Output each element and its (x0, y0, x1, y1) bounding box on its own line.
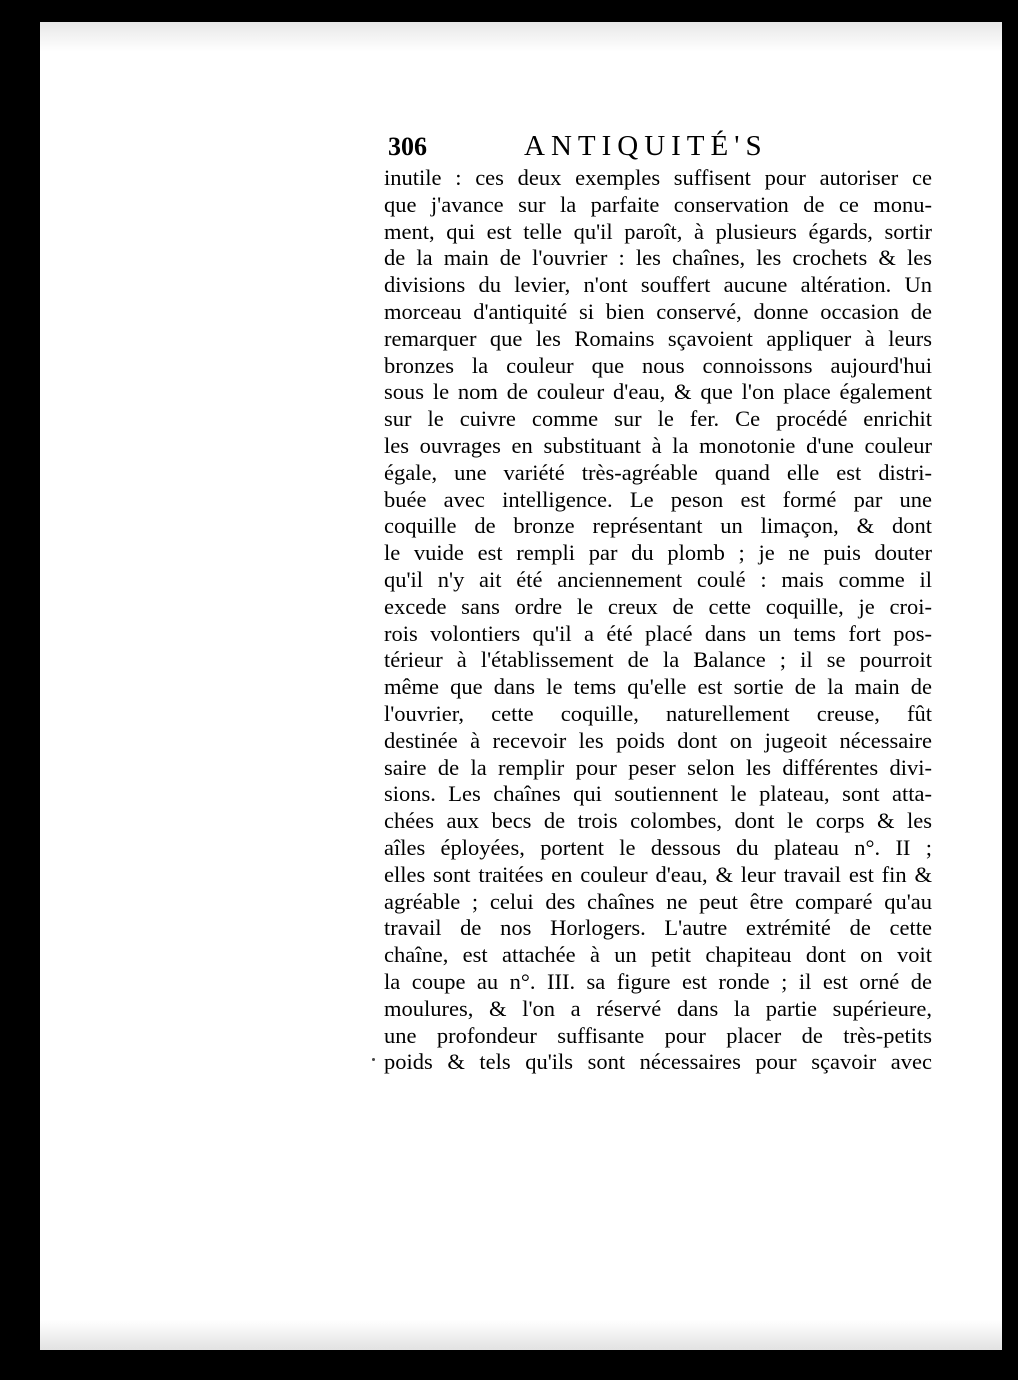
scan-edge-bottom (40, 1320, 1002, 1350)
text-line: que j'avance sur la parfaite conservation de ce monu- (384, 191, 932, 217)
text-line: une profondeur suffisante pour placer de très-petits (384, 1022, 932, 1048)
text-line: même que dans le tems qu'elle est sortie de la main de (384, 674, 932, 700)
text-line: destinée à recevoir les poids dont on jugeoit nécessaire (384, 727, 932, 753)
text-line: remarquer que les Romains sçavoient appliquer à leurs (384, 325, 932, 351)
text-line: excede sans ordre le creux de cette coquille, je croi- (384, 593, 932, 619)
text-line: la coupe au n°. III. sa figure est ronde ; il est orné de (384, 968, 932, 994)
text-line: moulures, & l'on a réservé dans la partie supérieure, (384, 995, 932, 1021)
text-line: chaîne, est attachée à un petit chapiteau dont on voit (384, 942, 932, 968)
text-line: sur le cuivre comme sur le fer. Ce procédé enrichit (384, 406, 932, 432)
text-line: égale, une variété très-agréable quand elle est distri- (384, 459, 932, 485)
text-line: de la main de l'ouvrier : les chaînes, les crochets & les (384, 245, 932, 271)
text-line: agréable ; celui des chaînes ne peut être comparé qu'au (384, 888, 932, 914)
text-line: inutile : ces deux exemples suffisent pour autoriser ce (384, 165, 932, 190)
text-line: poids & tels qu'ils sont nécessaires pour sçavoir avec (384, 1049, 932, 1075)
text-line: sous le nom de couleur d'eau, & que l'on place également (384, 379, 932, 405)
text-line: qu'il n'y ait été anciennement coulé : mais comme il (384, 566, 932, 592)
running-head: ANTIQUITÉ'S (524, 130, 768, 162)
text-line: elles sont traitées en couleur d'eau, & leur travail est fin & (384, 861, 932, 887)
text-line: saire de la remplir pour peser selon les différentes divi- (384, 754, 932, 780)
text-line: le vuide est rempli par du plomb ; je ne puis douter (384, 540, 932, 566)
text-line: divisions du levier, n'ont souffert aucune altération. Un (384, 272, 932, 298)
text-line: morceau d'antiquité si bien conservé, donne occasion de (384, 298, 932, 324)
body-text (384, 165, 932, 1076)
page-number: 306 (388, 132, 427, 161)
scan-edge-top (40, 22, 1002, 52)
ink-speck (372, 1058, 375, 1061)
text-line: bronzes la couleur que nous connoissons aujourd'hui (384, 352, 932, 378)
text-line: les ouvrages en substituant à la monotonie d'une couleur (384, 432, 932, 458)
page-header (382, 130, 932, 166)
text-line: travail de nos Horlogers. L'autre extrémité de cette (384, 915, 932, 941)
text-line: sions. Les chaînes qui soutiennent le plateau, sont atta- (384, 781, 932, 807)
text-line: ment, qui est telle qu'il paroît, à plusieurs égards, sortir (384, 218, 932, 244)
text-line: coquille de bronze représentant un limaçon, & dont (384, 513, 932, 539)
text-line: aîles éployées, portent le dessous du plateau n°. II ; (384, 834, 932, 860)
text-line: rois volontiers qu'il a été placé dans un tems fort pos- (384, 620, 932, 646)
text-line: térieur à l'établissement de la Balance ; il se pourroit (384, 647, 932, 673)
text-line: l'ouvrier, cette coquille, naturellement creuse, fût (384, 700, 932, 726)
text-line: chées aux becs de trois colombes, dont le corps & les (384, 808, 932, 834)
text-line: buée avec intelligence. Le peson est formé par une (384, 486, 932, 512)
